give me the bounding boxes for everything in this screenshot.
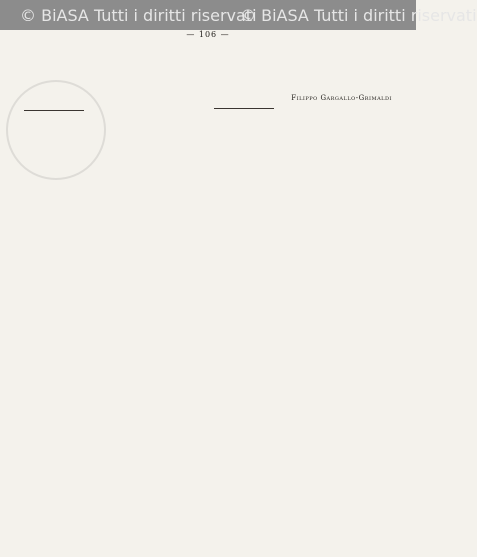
left-column [24,40,202,540]
right-paragraph-2 [214,62,392,72]
author-signature: Filippo Gargallo-Grimaldi [291,94,392,102]
left-paragraph-4 [24,94,202,104]
watermark-bar [0,0,477,30]
right-column [214,40,392,540]
right-paragraph-3 [214,78,392,88]
left-paragraph-1 [24,46,202,56]
watermark-text-right: © BiASA Tutti i diritti riservati [240,6,477,25]
left-footnote-2 [24,129,202,137]
left-paragraph-2 [24,62,202,72]
right-footnote-1 [214,114,392,122]
left-paragraph-3 [24,78,202,88]
footnote-rule [24,110,84,111]
right-paragraph-1 [214,46,392,56]
footnote-rule [214,108,274,109]
left-footnote-1 [24,116,202,124]
page-number: — 106 — [186,30,230,39]
watermark-text-left: © BiASA Tutti i diritti riservati [20,6,257,25]
right-footnote-2 [214,127,392,135]
